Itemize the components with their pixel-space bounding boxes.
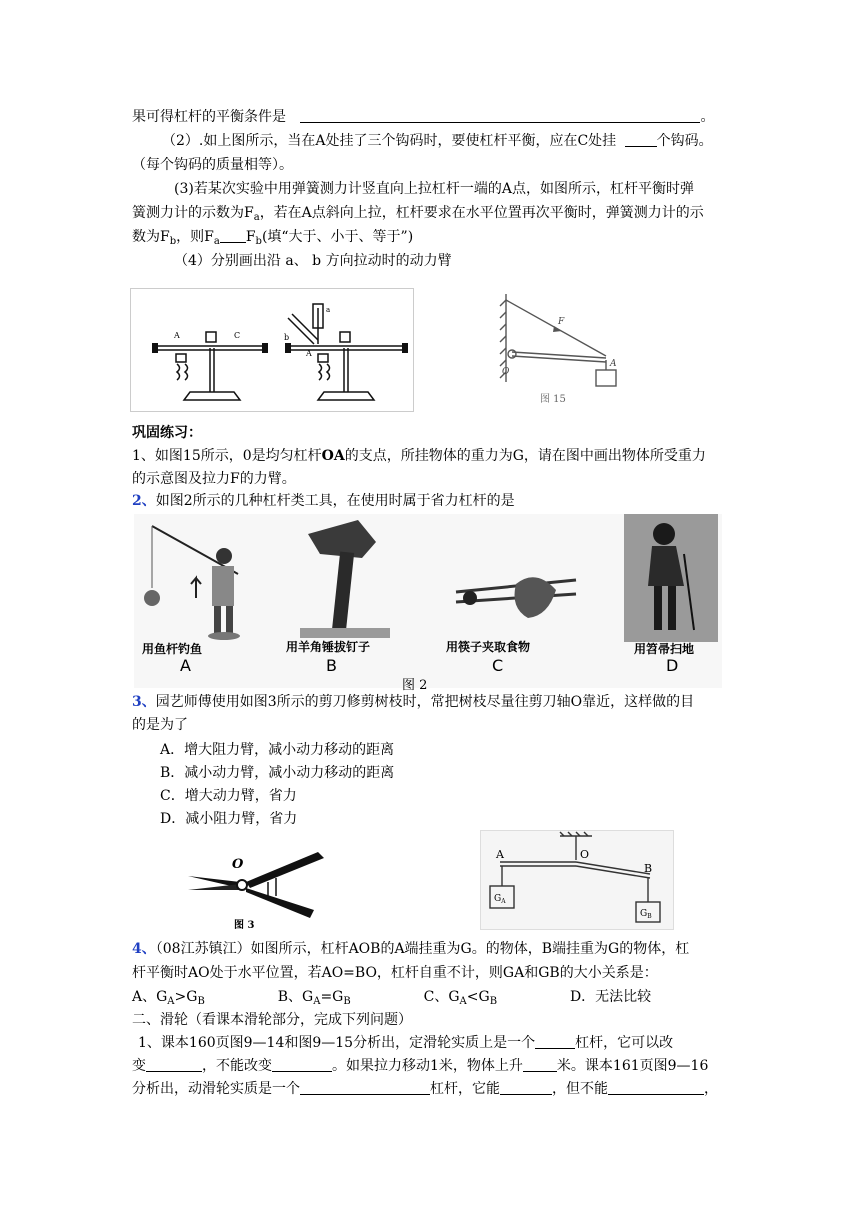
pulley-heading: 二、滑轮（看课本滑轮部分，完成下列问题） [132, 1012, 412, 1028]
answer-blank[interactable] [220, 228, 246, 243]
point-b-label: B [644, 862, 653, 875]
figure-2-caption: 图 2 [402, 678, 428, 693]
q4-option-d[interactable]: D．无法比较 [569, 989, 652, 1005]
text-line-7: （4）分别画出沿 a、 b 方向拉动时的动力臂 [174, 253, 452, 269]
q4-line-2: 杆平衡时AO处于水平位置，若AO=BO，杠杆自重不计，则GA和GB的大小关系是： [132, 965, 658, 981]
figure-3-caption: 图 3 [234, 920, 255, 931]
chopsticks-illustration [452, 554, 582, 634]
figure-15 [492, 290, 628, 412]
pulley-line-3: 分析出，动滑轮实质是一个 杠杆，它能 ，但不能 ， [132, 1081, 718, 1097]
q4-option-a[interactable]: A、$G_A>G_B$ [132, 989, 205, 1007]
q3-option-a[interactable]: A．增大阻力臂，减小动力移动的距离 [160, 742, 395, 758]
pulley-line-2: 变 ，不能改变 。如果拉力移动1米，物体上升 米。课本161页图9—16 [132, 1058, 709, 1074]
q3-line-1: 3、园艺师傅使用如图3所示的剪刀修剪树枝时，常把树枝尽量往剪刀轴O靠近，这样做的目 [132, 694, 695, 710]
q4-option-c[interactable]: C、$G_A<G_B$ [423, 989, 498, 1007]
letter-a: A [180, 656, 191, 675]
pivot-o-label: O [232, 857, 244, 872]
q3-option-c[interactable]: C．增大动力臂，省力 [160, 788, 297, 804]
letter-d: D [666, 656, 679, 675]
answer-blank[interactable] [608, 1080, 704, 1095]
caption-c: 用筷子夹取食物 [446, 640, 531, 654]
text-line-6: 数为$F_b$，则$F_a$ $F_b$(填“大于、小于、等于”) [132, 229, 414, 247]
text-line-3: （每个钩码的质量相等）。 [132, 157, 293, 173]
text-line-4: (3)若某次实验中用弹簧测力计竖直向上拉杠杆一端的A点，如图所示，杠杆平衡时弹 [174, 181, 694, 197]
letter-b: B [326, 656, 337, 675]
figure-3-shears [184, 838, 328, 934]
answer-blank[interactable] [272, 1057, 332, 1072]
question-2-text: （2）.如上图所示，当在A处挂了三个钩码时，要使杠杆平衡，应在C处挂 [162, 133, 617, 149]
q3-option-d[interactable]: D．减小阻力臂，省力 [160, 811, 298, 827]
force-f-label: F [558, 317, 565, 327]
lever-experiment-figure [130, 288, 414, 412]
point-a-label: A [610, 359, 617, 369]
figure-4-lever [480, 830, 674, 930]
point-a-label: A [496, 848, 504, 861]
direction-a-label: a [326, 306, 331, 314]
point-c-label: C [234, 331, 241, 340]
q1-line-1: 1、如图15所示，0是均匀杠杆OA的支点，所挂物体的重力为G，请在图中画出物体所受重力 [132, 448, 706, 464]
text-line-1: 果可得杠杆的平衡条件是 。 [132, 109, 715, 125]
q4-options [132, 988, 651, 1011]
caption-d: 用笤帚扫地 [634, 642, 695, 656]
answer-blank[interactable] [625, 132, 657, 147]
answer-blank[interactable] [535, 1034, 575, 1049]
broom-sweeping-illustration [624, 514, 718, 642]
answer-blank[interactable] [300, 1080, 430, 1095]
svg-text:GA: $G_A$ [494, 894, 506, 905]
figure-2 [134, 514, 722, 693]
direction-b-label: b [284, 333, 290, 342]
q4-option-b[interactable]: B、$G_A=G_B$ [277, 989, 351, 1007]
practice-heading: 巩固练习： [132, 425, 202, 441]
q1-line-2: 的示意图及拉力F的力臂。 [132, 471, 296, 487]
point-a-label: A [306, 349, 312, 358]
balance-condition-text: 果可得杠杆的平衡条件是 [132, 109, 286, 125]
svg-text:GB: $G_B$ [640, 909, 652, 920]
q3-line-2: 的是为了 [132, 717, 188, 733]
q2-line: 2、如图2所示的几种杠杆类工具，在使用时属于省力杠杆的是 [132, 493, 515, 509]
point-a-label: A [174, 331, 180, 340]
answer-blank[interactable] [146, 1057, 202, 1072]
claw-hammer-illustration [290, 516, 400, 646]
text-line-5: 簧测力计的示数为$F_a$，若在A点斜向上拉，杠杆要求在水平位置再次平衡时，弹簧测力计的示 [132, 205, 704, 223]
answer-blank[interactable] [523, 1057, 557, 1072]
caption-b: 用羊角锤拔钉子 [286, 640, 371, 654]
fishing-rod-illustration [138, 518, 258, 642]
pivot-o-label: O [502, 367, 510, 377]
q3-option-b[interactable]: B．减小动力臂，减小动力移动的距离 [160, 765, 395, 781]
q4-line-1: 4、（08江苏镇江）如图所示，杠杆AOB的A端挂重为G。的物体，B端挂重为G的物体，杠 [132, 941, 690, 957]
pulley-line-1: 1、课本160页图9—14和图9—15分析出，定滑轮实质上是一个 杠杆，它可以改 [138, 1035, 674, 1051]
text-line-2: （2）.如上图所示，当在A处挂了三个钩码时，要使杠杆平衡，应在C处挂 个钩码。 [162, 133, 713, 149]
pivot-o-label: O [580, 848, 590, 861]
answer-blank[interactable] [500, 1080, 552, 1095]
answer-blank[interactable] [300, 108, 700, 123]
figure-15-caption: 图 15 [540, 394, 566, 405]
letter-c: C [492, 656, 504, 675]
caption-a: 用鱼杆钓鱼 [142, 642, 203, 656]
